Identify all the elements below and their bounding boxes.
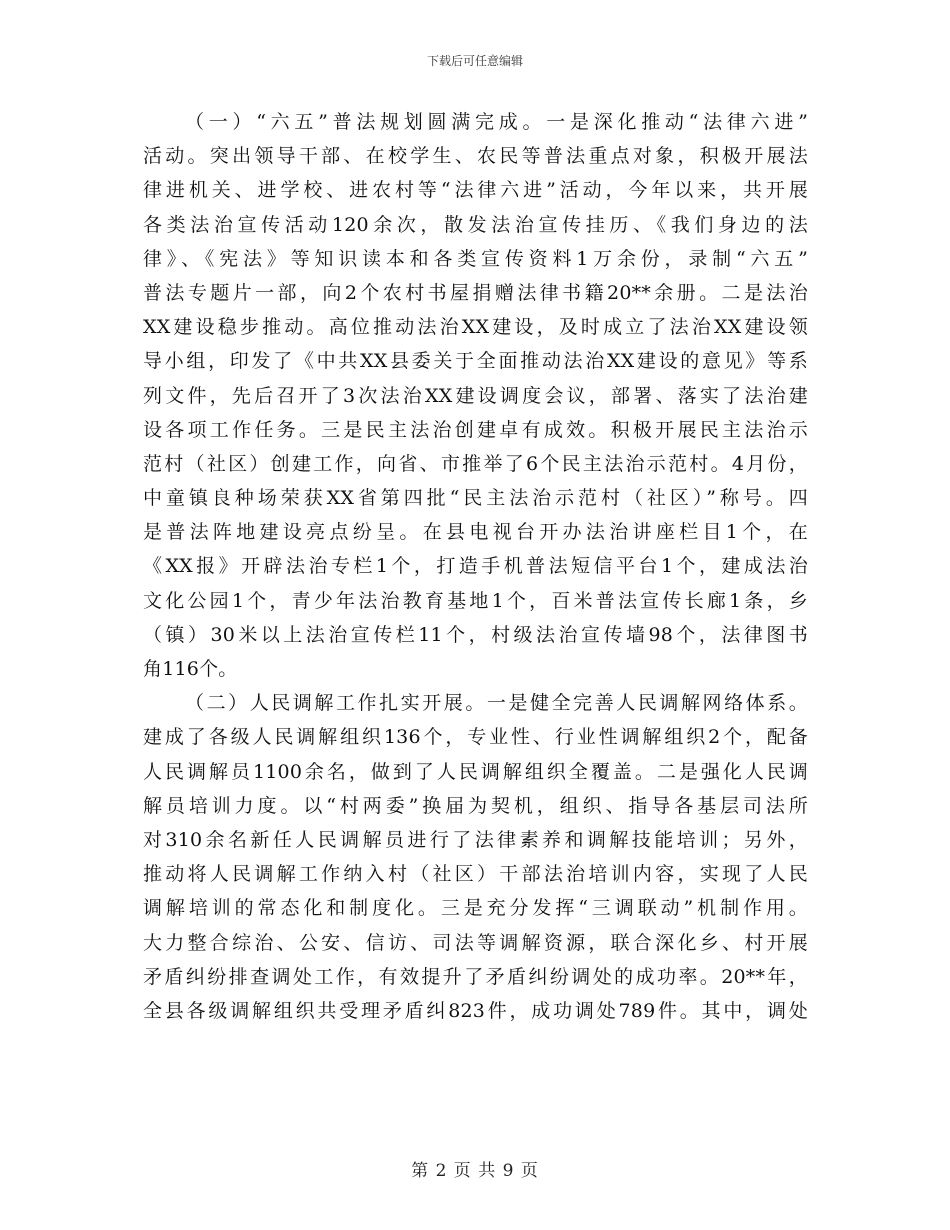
page-header-note: 下载后可任意编辑 [426,54,523,68]
paragraph-line: 矛盾纠纷排查调处工作，有效提升了矛盾纠纷调处的成功率。20**年， [143,965,808,988]
paragraph-line: 设各项工作任务。三是民主法治创建卓有成效。积极开展民主法治示 [143,418,808,441]
paragraph-line: 建成了各级人民调解组织136个，专业性、行业性调解组织2个，配备 [143,726,808,749]
paragraph-line: 列文件，先后召开了3次法治XX建设调度会议，部署、落实了法治建 [143,384,808,407]
paragraph-line: 全县各级调解组织共受理矛盾纠823件，成功调处789件。其中，调处 [143,999,808,1022]
paragraph-line: 调解培训的常态化和制度化。三是充分发挥“三调联动”机制作用。 [143,897,808,920]
paragraph-line: 大力整合综治、公安、信访、司法等调解资源，联合深化乡、村开展 [143,931,808,954]
paragraph-line: 《XX报》开辟法治专栏1个，打造手机普法短信平台1个，建成法治 [143,555,808,578]
paragraph-line: 律进机关、进学校、进农村等“法律六进”活动，今年以来，共开展 [143,179,808,202]
paragraph-line: 导小组，印发了《中共XX县委关于全面推动法治XX建设的意见》等系 [143,350,808,373]
paragraph-line: 普法专题片一部，向2个农村书屋捐赠法律书籍20**余册。二是法治 [143,281,808,304]
paragraph-line: 推动将人民调解工作纳入村（社区）干部法治培训内容，实现了人民 [143,863,808,886]
paragraph-line: 解员培训力度。以“村两委”换届为契机，组织、指导各基层司法所 [143,794,808,817]
paragraph-line: 各类法治宣传活动120余次，散发法治宣传挂历、《我们身边的法 [143,213,808,236]
paragraph-line: （一）“六五”普法规划圆满完成。一是深化推动“法律六进” [185,111,808,133]
paragraph-line: 活动。突出领导干部、在校学生、农民等普法重点对象，积极开展法 [143,145,808,168]
paragraph-line: XX建设稳步推动。高位推动法治XX建设，及时成立了法治XX建设领 [143,316,808,339]
paragraph-line: 角116个。 [143,658,238,680]
paragraph-line: 人民调解员1100余名，做到了人民调解组织全覆盖。二是强化人民调 [143,760,808,783]
page-number-footer: 第 2 页 共 9 页 [411,1161,539,1181]
paragraph-line: （镇）30米以上法治宣传栏11个，村级法治宣传墙98个，法律图书 [143,623,808,646]
paragraph-line: 律》、《宪法》等知识读本和各类宣传资料1万余份，录制“六五” [143,247,808,270]
paragraph-line: 范村（社区）创建工作，向省、市推举了6个民主法治示范村。4月份， [143,452,808,475]
document-body [143,105,808,1028]
paragraph-line: 对310余名新任人民调解员进行了法律素养和调解技能培训；另外， [143,828,808,851]
paragraph-line: 是普法阵地建设亮点纷呈。在县电视台开办法治讲座栏目1个，在 [143,521,808,544]
paragraph-line: 文化公园1个，青少年法治教育基地1个，百米普法宣传长廊1条，乡 [143,589,808,612]
paragraph-line: （二）人民调解工作扎实开展。一是健全完善人民调解网络体系。 [185,692,808,715]
paragraph-line: 中童镇良种场荣获XX省第四批“民主法治示范村（社区）”称号。四 [143,487,808,510]
